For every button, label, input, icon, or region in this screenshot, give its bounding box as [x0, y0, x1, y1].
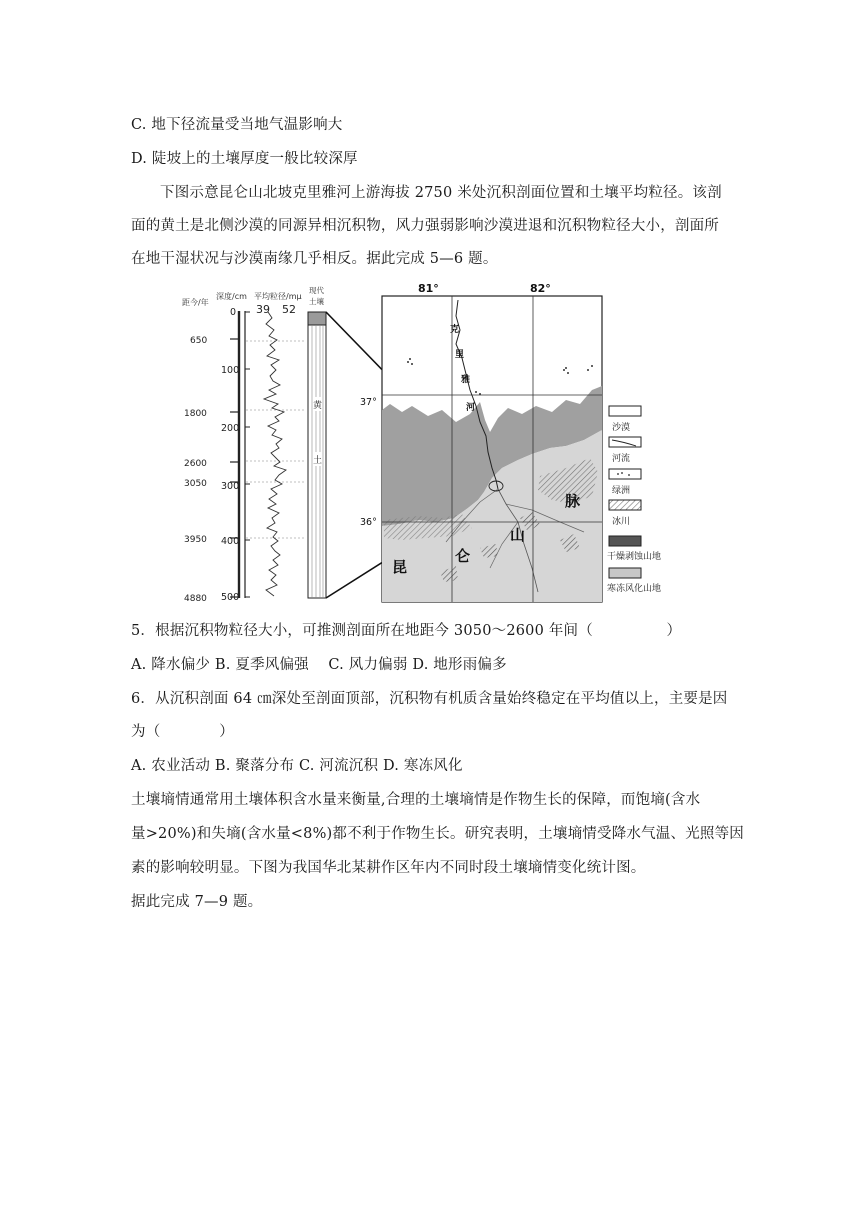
river-name-char-3: 雅	[461, 375, 471, 385]
depth-tick-500: 500	[221, 592, 240, 603]
depth-tick-100: 100	[221, 365, 240, 376]
lon-label-82: 82°	[530, 282, 551, 295]
loess-label-2: 土	[313, 456, 323, 466]
question-5-stem: 5．根据沉积物粒径大小，可推测剖面所在地距今 3050～2600 年间（ ）	[131, 623, 682, 639]
age-tick-650: 650	[190, 336, 208, 346]
passage-line-1: 土壤墒情通常用土壤体积含水量来衡量,合理的土壤墒情是作物生长的保障，而饱墒(含水	[131, 792, 701, 808]
age-tick-4880: 4880	[184, 594, 207, 604]
legend-label-desert: 沙漠	[612, 423, 631, 433]
river-name-char-4: 河	[466, 403, 476, 413]
intro-line-3: 在地干湿状况与沙漠南缘几乎相反。据此完成 5—6 题。	[131, 251, 498, 267]
age-axis-label: 距今/年	[182, 298, 209, 307]
depth-tick-400: 400	[221, 536, 240, 547]
loess-label-1: 黄	[313, 401, 323, 411]
age-ticks	[184, 336, 239, 604]
grain-tick-39: 39	[256, 303, 270, 316]
intro-line-2: 面的黄土是北侧沙漠的同源异相沉积物，风力强弱影响沙漠进退和沉积物粒径大小，剖面所	[131, 218, 719, 234]
modern-soil-label-2: 土壤	[309, 297, 324, 306]
mountain-char-mai: 脉	[565, 492, 581, 510]
option-c-line: C. 地下径流量受当地气温影响大	[131, 117, 343, 133]
lat-label-37: 37°	[360, 397, 377, 408]
river-name-char-1: 克	[450, 325, 460, 335]
legend-swatch-river	[609, 437, 641, 447]
legend-swatch-dry-mountain	[609, 536, 641, 546]
modern-soil-label-1: 现代	[309, 286, 324, 295]
question-6-options: A. 农业活动 B. 聚落分布 C. 河流沉积 D. 寒冻风化	[131, 758, 463, 774]
grain-axis-label: 平均粒径/mμ	[254, 292, 302, 301]
mountain-char-shan: 山	[510, 526, 526, 544]
age-tick-1800: 1800	[184, 409, 207, 419]
mountain-char-lun: 仑	[455, 547, 471, 565]
legend-label-glacier: 冰川	[612, 517, 631, 527]
depth-tick-0: 0	[230, 307, 237, 318]
depth-tick-200: 200	[221, 423, 240, 434]
legend-swatch-desert	[609, 406, 641, 416]
river-name-char-2: 里	[455, 350, 465, 360]
legend-label-cold-mountain: 寒冻风化山地	[607, 584, 662, 594]
location-map	[382, 296, 602, 602]
question-6-stem-2: 为（ ）	[131, 724, 234, 740]
question-5-options: A. 降水偏少 B. 夏季风偏强 C. 风力偏弱 D. 地形雨偏多	[131, 657, 507, 673]
mountain-char-kun: 昆	[392, 558, 408, 576]
legend-swatch-glacier	[609, 500, 641, 510]
grain-size-curve	[264, 312, 286, 596]
question-6-stem-1: 6．从沉积剖面 64 ㎝深处至剖面顶部，沉积物有机质含量始终稳定在平均值以上，主要是因	[131, 691, 728, 707]
lat-label-36: 36°	[360, 517, 377, 528]
passage-line-3: 素的影响较明显。下图为我国华北某耕作区年内不同时段土壤墒情变化统计图。	[131, 860, 646, 876]
profile-and-map-figure	[180, 282, 680, 608]
depth-ticks	[221, 307, 250, 603]
modern-soil-layer	[308, 312, 326, 325]
legend-label-oasis: 绿洲	[612, 486, 631, 496]
option-d-line: D. 陡坡上的土壤厚度一般比较深厚	[131, 151, 358, 167]
map-legend	[607, 406, 661, 594]
legend-label-dry-mountain: 干燥剥蚀山地	[607, 552, 662, 562]
legend-label-river: 河流	[612, 454, 631, 464]
passage-line-4: 据此完成 7—9 题。	[131, 894, 263, 910]
depth-tick-300: 300	[221, 481, 240, 492]
intro-line-1: 下图示意昆仑山北坡克里雅河上游海拔 2750 米处沉积剖面位置和土壤平均粒径。该剖	[160, 185, 722, 201]
age-tick-2600: 2600	[184, 459, 207, 469]
grain-tick-52: 52	[282, 303, 296, 316]
legend-swatch-cold-mountain	[609, 568, 641, 578]
age-tick-3050: 3050	[184, 479, 207, 489]
age-tick-3950: 3950	[184, 535, 207, 545]
legend-swatch-oasis	[609, 469, 641, 479]
depth-axis-label: 深度/cm	[216, 292, 247, 301]
passage-line-2: 量>20%)和失墒(含水量<8%)都不利于作物生长。研究表明，土壤墒情受降水气温、光照等因	[131, 826, 744, 842]
lon-label-81: 81°	[418, 282, 439, 295]
